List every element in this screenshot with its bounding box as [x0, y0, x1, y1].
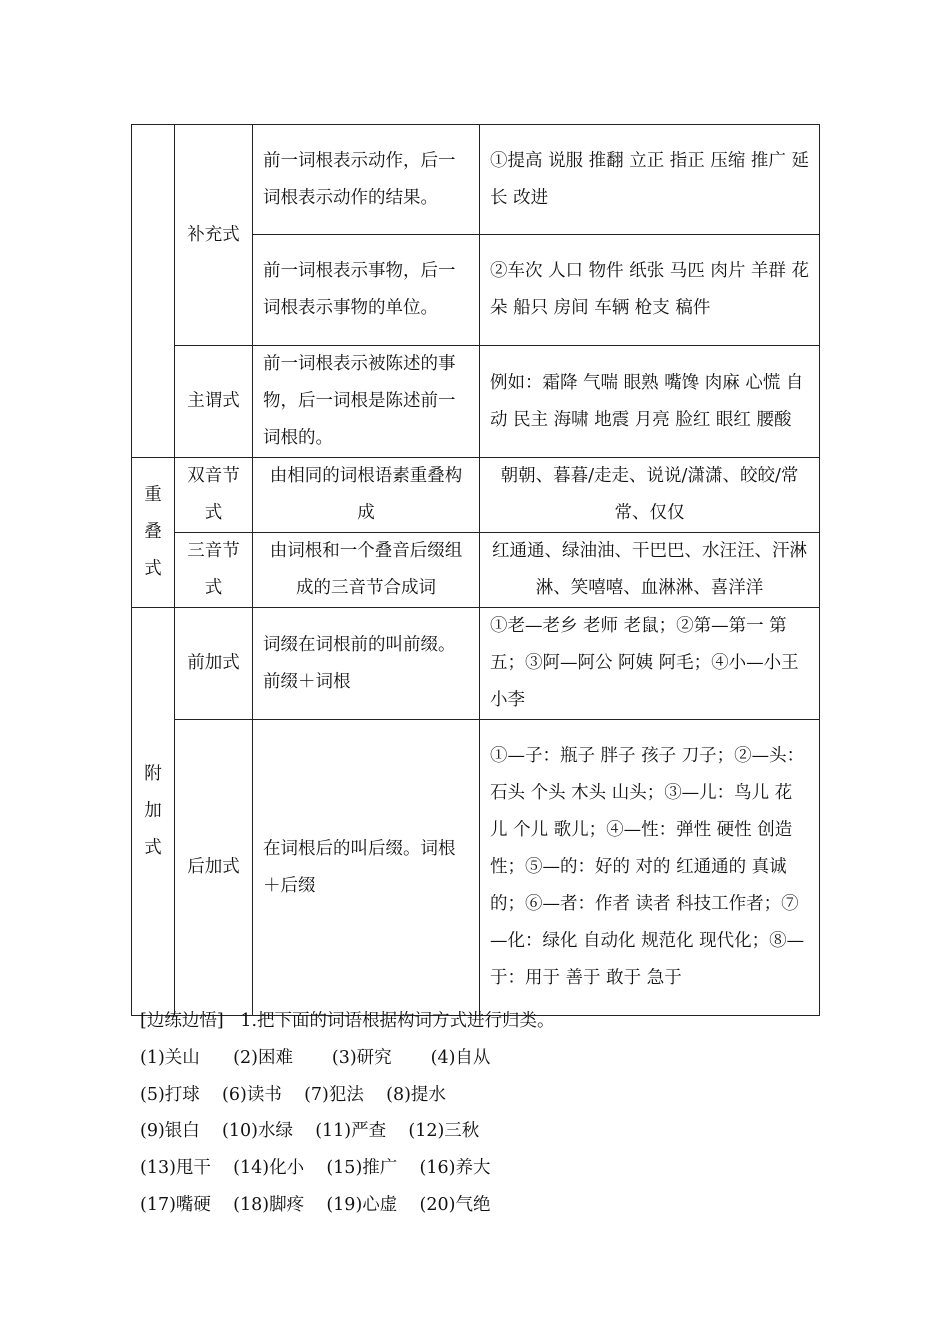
example-cell: ①老—老乡 老师 老鼠；②第—第一 第五；③阿—阿公 阿姨 阿毛；④小—小王 小李 — [480, 608, 820, 720]
table-row — [132, 458, 820, 533]
definition-cell: 前一词根表示动作，后一词根表示动作的结果。 — [253, 125, 480, 235]
definition-cell: 由词根和一个叠音后缀组成的三音节合成词 — [253, 533, 480, 608]
subtype-cell: 后加式 — [175, 720, 253, 1016]
subtype-cell: 前加式 — [175, 608, 253, 720]
exercise-items-line: (17)嘴硬 (18)脚疼 (19)心虚 (20)气绝 — [140, 1194, 491, 1215]
subtype-cell: 补充式 — [175, 125, 253, 346]
example-cell: 红通通、绿油油、干巴巴、水汪汪、汗淋淋、笑嘻嘻、血淋淋、喜洋洋 — [480, 533, 820, 608]
subtype-cell: 双音节式 — [175, 458, 253, 533]
definition-cell: 前一词根表示被陈述的事物，后一词根是陈述前一词根的。 — [253, 346, 480, 458]
table-row — [132, 720, 820, 1016]
category-cell — [132, 608, 175, 1016]
word-formation-table — [131, 124, 820, 1016]
exercise-tag: [边练边悟] — [140, 1011, 224, 1031]
category-label: 附加式 — [144, 764, 162, 858]
exercise-items-line: (9)银白 (10)水绿 (11)严查 (12)三秋 — [140, 1121, 480, 1142]
table-row — [132, 125, 820, 235]
category-label: 重叠式 — [144, 485, 162, 579]
example-cell: 朝朝、暮暮/走走、说说/潇潇、皎皎/常常、仅仅 — [480, 458, 820, 533]
definition-cell: 词缀在词根前的叫前缀。前缀＋词根 — [253, 608, 480, 720]
exercise-items-line: (5)打球 (6)读书 (7)犯法 (8)提水 — [140, 1084, 446, 1105]
category-cell-empty — [132, 125, 175, 458]
exercise-section — [140, 1003, 830, 1224]
exercise-heading — [140, 1003, 830, 1040]
definition-cell: 前一词根表示事物，后一词根表示事物的单位。 — [253, 235, 480, 346]
definition-cell: 在词根后的叫后缀。词根＋后缀 — [253, 720, 480, 1016]
exercise-items-line: (13)甩干 (14)化小 (15)推广 (16)养大 — [140, 1158, 491, 1179]
example-cell: ①—子：瓶子 胖子 孩子 刀子；②—头：石头 个头 木头 山头；③—儿：鸟儿 花儿 个儿 歌儿；④—性：弹性 硬性 创造性；⑤—的：好的 对的 红通通的 真诚的；⑥—者：作者 读者 科技工作者；⑦—化：绿化 自动化 规范化 现代化；⑧—于：用于 善于 敢于 急于 — [480, 720, 820, 1016]
subtype-cell: 主谓式 — [175, 346, 253, 458]
table-row — [132, 346, 820, 458]
example-cell: ②车次 人口 物件 纸张 马匹 肉片 羊群 花朵 船只 房间 车辆 枪支 稿件 — [480, 235, 820, 346]
example-cell: ①提高 说服 推翻 立正 指正 压缩 推广 延长 改进 — [480, 125, 820, 235]
table-row — [132, 533, 820, 608]
definition-cell: 由相同的词根语素重叠构成 — [253, 458, 480, 533]
subtype-cell: 三音节式 — [175, 533, 253, 608]
table-row — [132, 608, 820, 720]
exercise-prompt: 1.把下面的词语根据构词方式进行归类。 — [240, 1011, 555, 1031]
example-cell: 例如：霜降 气喘 眼熟 嘴馋 肉麻 心慌 自动 民主 海啸 地震 月亮 脸红 眼红 腰酸 — [480, 346, 820, 458]
category-cell — [132, 458, 175, 608]
exercise-items-line: (1)关山 (2)困难 (3)研究 (4)自从 — [140, 1047, 491, 1068]
